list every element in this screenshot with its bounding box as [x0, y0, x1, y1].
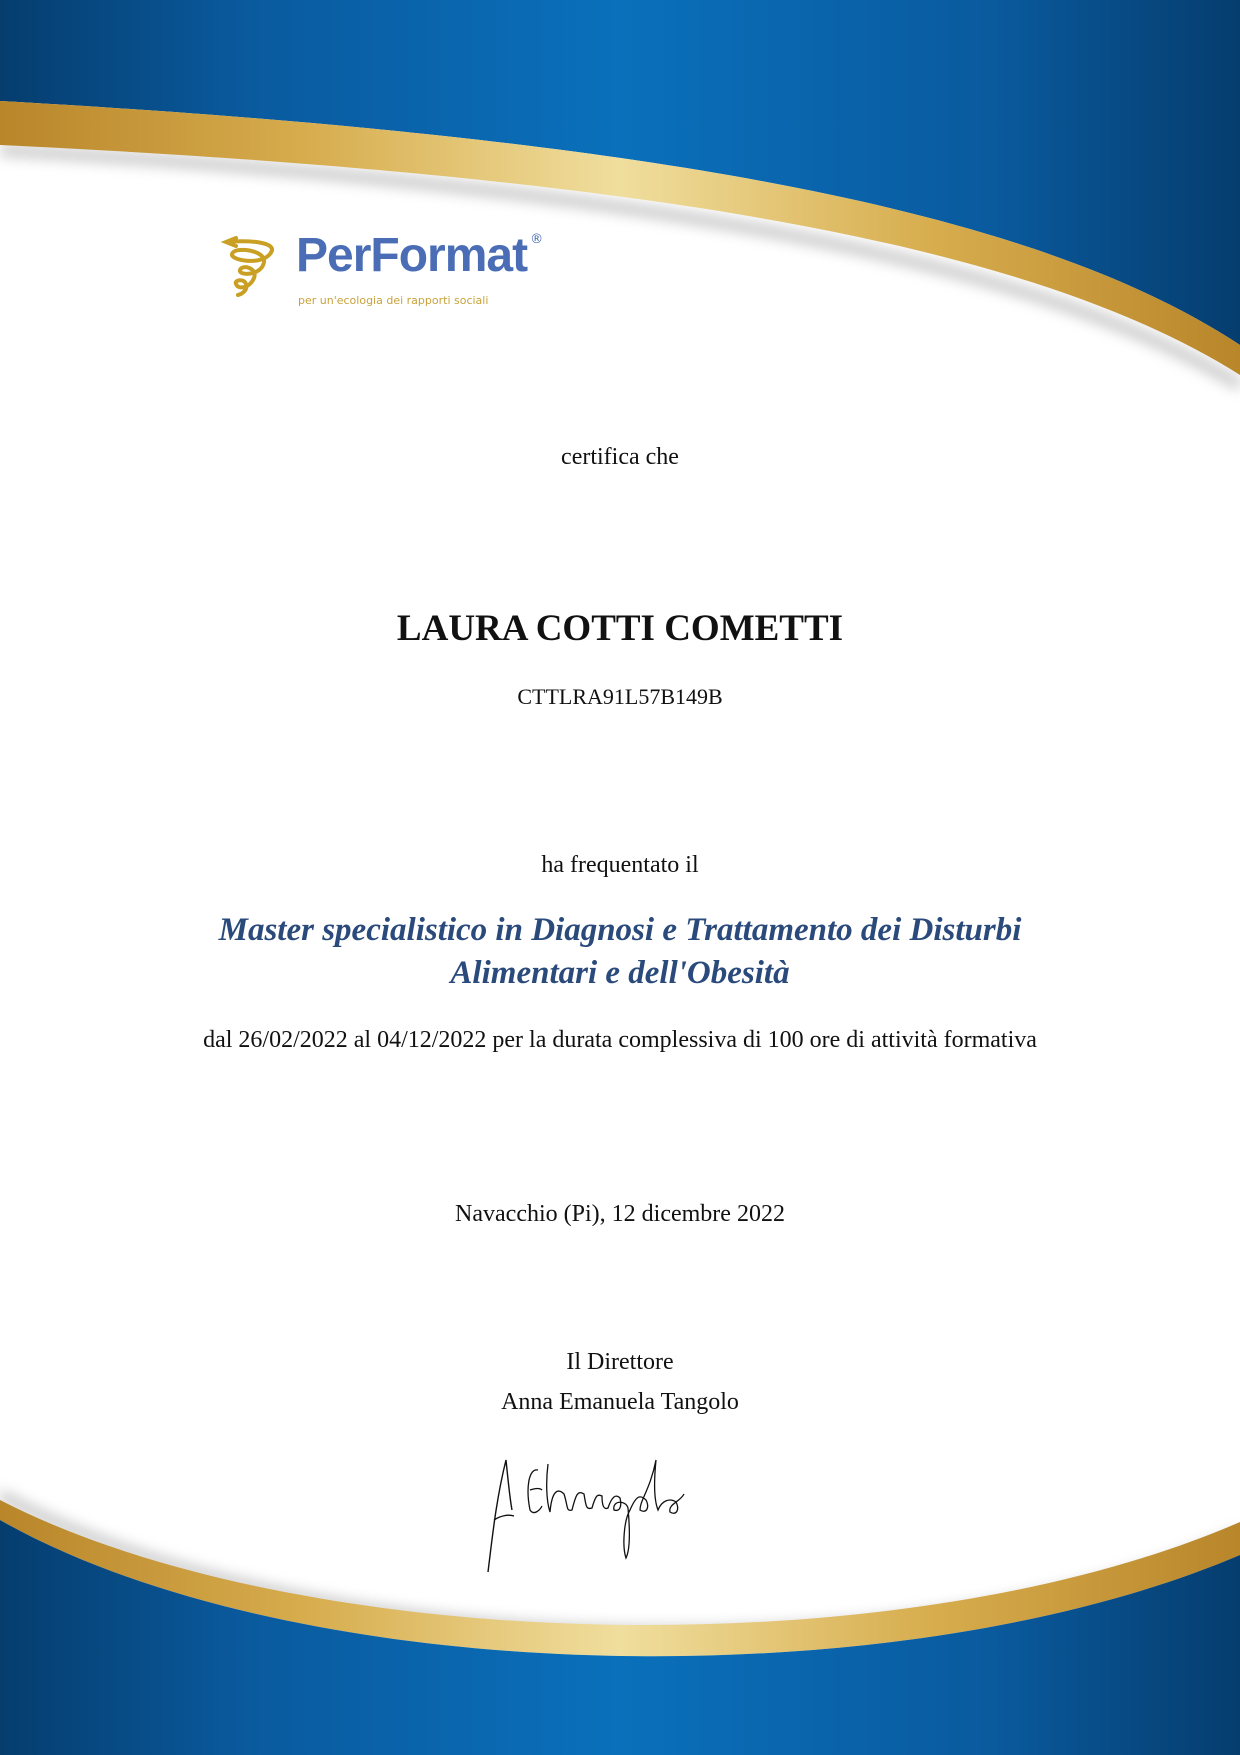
signer-name: Anna Emanuela Tangolo: [501, 1389, 739, 1415]
place-date: Navacchio (Pi), 12 dicembre 2022: [455, 1201, 785, 1227]
director-signature: [480, 1450, 770, 1580]
registered-mark: ®: [530, 232, 544, 247]
spiral-logo-icon: [220, 232, 292, 298]
attended-text: ha frequentato il: [541, 852, 699, 878]
course-title-line1: Master specialistico in Diagnosi e Trattamento dei Disturbi: [218, 912, 1022, 948]
course-title-line2: Alimentari e dell'Obesità: [450, 955, 790, 991]
intro-text: certifica che: [561, 444, 679, 470]
recipient-name: LAURA COTTI COMETTI: [396, 608, 844, 649]
logo-wordmark-row: [296, 228, 543, 284]
logo-tagline: per un'ecologia dei rapporti sociali: [298, 294, 489, 307]
fiscal-code: CTTLRA91L57B149B: [517, 684, 723, 709]
logo-wordmark: PerFormat: [296, 229, 528, 282]
course-details: dal 26/02/2022 al 04/12/2022 per la durata complessiva di 100 ore di attività formativa: [203, 1027, 1037, 1053]
signer-role: Il Direttore: [566, 1349, 674, 1375]
performat-logo: [220, 228, 560, 318]
